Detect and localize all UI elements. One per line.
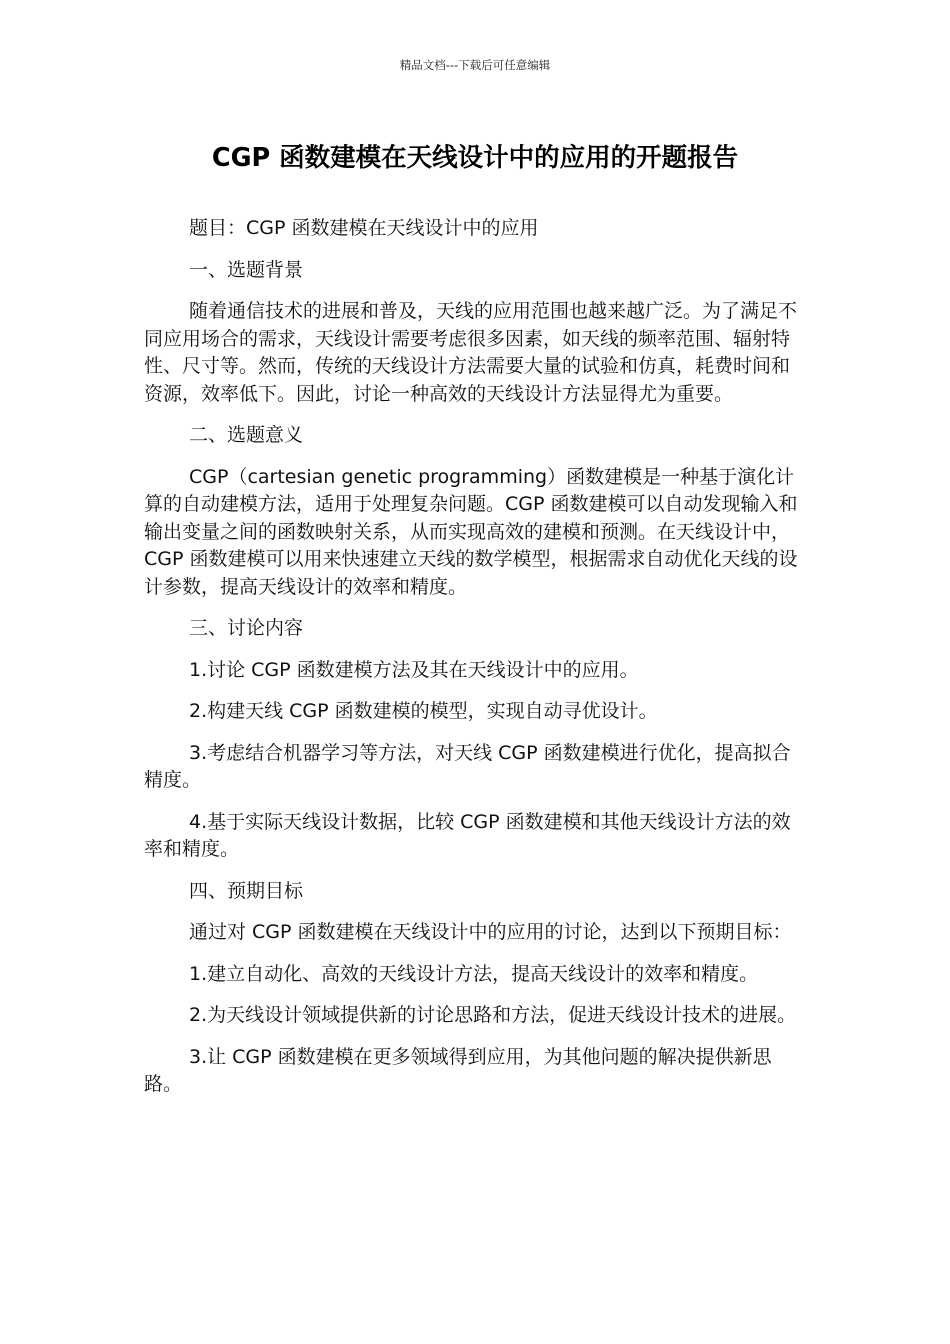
content-item: 4.基于实际天线设计数据，比较 CGP 函数建模和其他天线设计方法的效率和精度。	[144, 810, 791, 860]
content-item: 2.构建天线 CGP 函数建模的模型，实现自动寻优设计。	[189, 700, 658, 722]
significance-paragraph: CGP（cartesian genetic programming）函数建模是一种基于演化计算的自动建模方法，适用于处理复杂问题。CGP 函数建模可以自动发现输入和输出变量之间的函数映射关系，从而实现高效的建模和预测。在天线设计中，CGP 函数建模可以用来快速建立天线的数学模型，根据需求自动优化天线的设计参数，提高天线设计的效率和精度。	[144, 465, 798, 598]
page-header: 精品文档---下载后可任意编辑	[399, 58, 551, 72]
section-heading-content: 三、讨论内容	[189, 617, 304, 639]
goal-item: 2.为天线设计领域提供新的讨论思路和方法，促进天线设计技术的进展。	[189, 1004, 797, 1026]
goals-intro: 通过对 CGP 函数建模在天线设计中的应用的讨论，达到以下预期目标：	[189, 921, 792, 943]
document-body	[144, 215, 804, 1099]
background-paragraph: 随着通信技术的进展和普及，天线的应用范围也越来越广泛。为了满足不同应用场合的需求，天线设计需要考虑很多因素，如天线的频率范围、辐射特性、尺寸等。然而，传统的天线设计方法需要大量的试验和仿真，耗费时间和资源，效率低下。因此，讨论一种高效的天线设计方法显得尤为重要。	[144, 300, 798, 405]
goal-item: 1.建立自动化、高效的天线设计方法，提高天线设计的效率和精度。	[189, 962, 759, 985]
content-item: 3.考虑结合机器学习等方法，对天线 CGP 函数建模进行优化，提高拟合精度。	[144, 741, 791, 791]
document-title: CGP 函数建模在天线设计中的应用的开题报告	[211, 143, 739, 173]
topic-line: 题目：CGP 函数建模在天线设计中的应用	[189, 217, 539, 239]
section-heading-goals: 四、预期目标	[189, 879, 304, 902]
section-heading-significance: 二、选题意义	[189, 424, 304, 446]
goal-item: 3.让 CGP 函数建模在更多领域得到应用，为其他问题的解决提供新思路。	[144, 1045, 772, 1095]
section-heading-background: 一、选题背景	[189, 258, 304, 281]
content-item: 1.讨论 CGP 函数建模方法及其在天线设计中的应用。	[189, 658, 639, 681]
